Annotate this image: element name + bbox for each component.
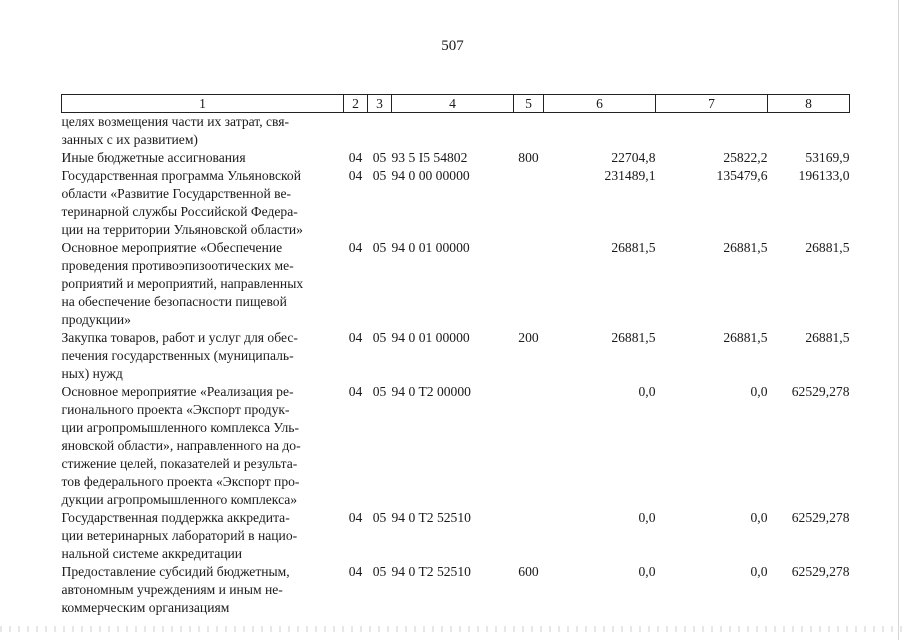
amount-col-7: 0,0 xyxy=(750,564,768,579)
expense-type-code: 800 xyxy=(518,150,539,165)
expense-type-code xyxy=(514,167,544,239)
row-name-line: Основное мероприятие «Обеспечение xyxy=(61,240,283,255)
row-name-line: Государственная программа Ульяновской xyxy=(61,168,301,183)
row-name-line: коммерческим организациям xyxy=(61,600,230,615)
expense-type-code: 200 xyxy=(518,330,539,345)
row-name-line: автономным учреждениям и иным не- xyxy=(61,582,283,597)
row-name xyxy=(62,509,344,563)
amount-col-8: 53169,9 xyxy=(805,150,850,165)
header-col-3: 3 xyxy=(368,95,392,113)
row-name-line: гионального проекта «Экспорт продук- xyxy=(61,402,290,417)
amount-col-8: 62529,278 xyxy=(791,564,850,579)
header-col-5: 5 xyxy=(514,95,544,113)
row-name-line: Закупка товаров, работ и услуг для обес- xyxy=(61,330,298,345)
amount-col-6: 26881,5 xyxy=(611,240,656,255)
target-article-code: 94 0 01 00000 xyxy=(391,330,470,345)
row-name-line: ных) нужд xyxy=(61,366,123,381)
amount-col-7: 0,0 xyxy=(750,510,768,525)
subsection-code xyxy=(368,113,392,150)
section-code: 04 xyxy=(348,384,363,399)
table-row xyxy=(62,563,850,617)
row-name-line: ции агропромышленного комплекса Уль- xyxy=(61,420,299,435)
table-row xyxy=(62,329,850,383)
target-article-code xyxy=(392,113,514,150)
row-name-line: ции на территории Ульяновской области» xyxy=(61,222,303,237)
row-name-line: тов федерального проекта «Экспорт про- xyxy=(61,474,300,489)
subsection-code: 05 xyxy=(372,150,387,165)
row-name-line: целях возмещения части их затрат, свя- xyxy=(61,114,290,129)
row-name-line: Государственная поддержка аккредита- xyxy=(61,510,290,525)
target-article-code: 94 0 T2 52510 xyxy=(391,510,471,525)
target-article-code: 94 0 T2 00000 xyxy=(391,384,471,399)
expense-type-code xyxy=(514,383,544,509)
amount-col-6: 0,0 xyxy=(638,384,656,399)
section-code xyxy=(344,113,368,150)
target-article-code: 94 0 T2 52510 xyxy=(391,564,471,579)
amount-col-7 xyxy=(656,113,768,150)
amount-col-8: 62529,278 xyxy=(791,384,850,399)
row-name-line: на обеспечение безопасности пищевой xyxy=(61,294,287,309)
table-row xyxy=(62,149,850,167)
table-row xyxy=(62,167,850,239)
page-edge xyxy=(898,0,899,640)
amount-col-6: 26881,5 xyxy=(611,330,656,345)
amount-col-6 xyxy=(544,113,656,150)
amount-col-7: 26881,5 xyxy=(723,240,768,255)
row-name-line: продукции» xyxy=(61,312,131,327)
section-code: 04 xyxy=(348,510,363,525)
amount-col-7: 26881,5 xyxy=(723,330,768,345)
page-number: 507 xyxy=(441,38,464,54)
row-name-line: занных с их развитием) xyxy=(61,132,198,147)
amount-col-8: 196133,0 xyxy=(798,168,850,183)
amount-col-7: 135479,6 xyxy=(716,168,768,183)
amount-col-6: 0,0 xyxy=(638,564,656,579)
section-code: 04 xyxy=(348,240,363,255)
expense-type-code xyxy=(514,239,544,329)
header-col-6: 6 xyxy=(544,95,656,113)
section-code: 04 xyxy=(348,330,363,345)
row-name xyxy=(62,167,344,239)
subsection-code: 05 xyxy=(372,564,387,579)
row-name-line: стижение целей, показателей и результа- xyxy=(61,456,298,471)
table-row xyxy=(62,239,850,329)
amount-col-7: 0,0 xyxy=(750,384,768,399)
subsection-code: 05 xyxy=(372,510,387,525)
row-name-line: теринарной службы Российской Федера- xyxy=(61,204,298,219)
section-code: 04 xyxy=(348,564,363,579)
expense-type-code xyxy=(514,113,544,150)
amount-col-8 xyxy=(768,113,850,150)
expense-type-code xyxy=(514,509,544,563)
row-name-line: области «Развитие Государственной ве- xyxy=(61,186,292,201)
header-row xyxy=(62,95,850,113)
row-name xyxy=(62,329,344,383)
row-name-line: Основное мероприятие «Реализация ре- xyxy=(61,384,294,399)
amount-col-6: 0,0 xyxy=(638,510,656,525)
row-name-line: печения государственных (муниципаль- xyxy=(61,348,294,363)
section-code: 04 xyxy=(348,150,363,165)
row-name-line: проведения противоэпизоотических ме- xyxy=(61,258,294,273)
budget-table xyxy=(61,94,850,617)
expense-type-code: 600 xyxy=(518,564,539,579)
row-name-line: ции ветеринарных лабораторий в нацио- xyxy=(61,528,298,543)
amount-col-6: 231489,1 xyxy=(604,168,656,183)
row-name-line: Предоставление субсидий бюджетным, xyxy=(61,564,290,579)
header-col-8: 8 xyxy=(768,95,850,113)
header-col-2: 2 xyxy=(344,95,368,113)
row-name-line: нальной системе аккредитации xyxy=(61,546,243,561)
row-name-line: роприятий и мероприятий, направленных xyxy=(61,276,304,291)
subsection-code: 05 xyxy=(372,330,387,345)
table-row xyxy=(62,509,850,563)
amount-col-6: 22704,8 xyxy=(611,150,656,165)
table-body xyxy=(62,113,850,618)
row-name xyxy=(62,113,344,150)
table-row xyxy=(62,113,850,150)
section-code: 04 xyxy=(348,168,363,183)
header-col-1: 1 xyxy=(62,95,344,113)
row-name xyxy=(62,563,344,617)
target-article-code: 93 5 I5 54802 xyxy=(391,150,468,165)
amount-col-8: 62529,278 xyxy=(791,510,850,525)
amount-col-8: 26881,5 xyxy=(805,240,850,255)
header-col-4: 4 xyxy=(392,95,514,113)
amount-col-7: 25822,2 xyxy=(723,150,768,165)
subsection-code: 05 xyxy=(372,240,387,255)
subsection-code: 05 xyxy=(372,384,387,399)
table-row xyxy=(62,383,850,509)
row-name-line: Иные бюджетные ассигнования xyxy=(61,150,246,165)
scan-noise xyxy=(0,626,905,632)
row-name xyxy=(62,149,344,167)
target-article-code: 94 0 00 00000 xyxy=(391,168,470,183)
row-name xyxy=(62,239,344,329)
amount-col-8: 26881,5 xyxy=(805,330,850,345)
subsection-code: 05 xyxy=(372,168,387,183)
row-name-line: дукции агропромышленного комплекса» xyxy=(61,492,298,507)
row-name-line: яновской области», направленного на до- xyxy=(61,438,301,453)
header-col-7: 7 xyxy=(656,95,768,113)
target-article-code: 94 0 01 00000 xyxy=(391,240,470,255)
row-name xyxy=(62,383,344,509)
